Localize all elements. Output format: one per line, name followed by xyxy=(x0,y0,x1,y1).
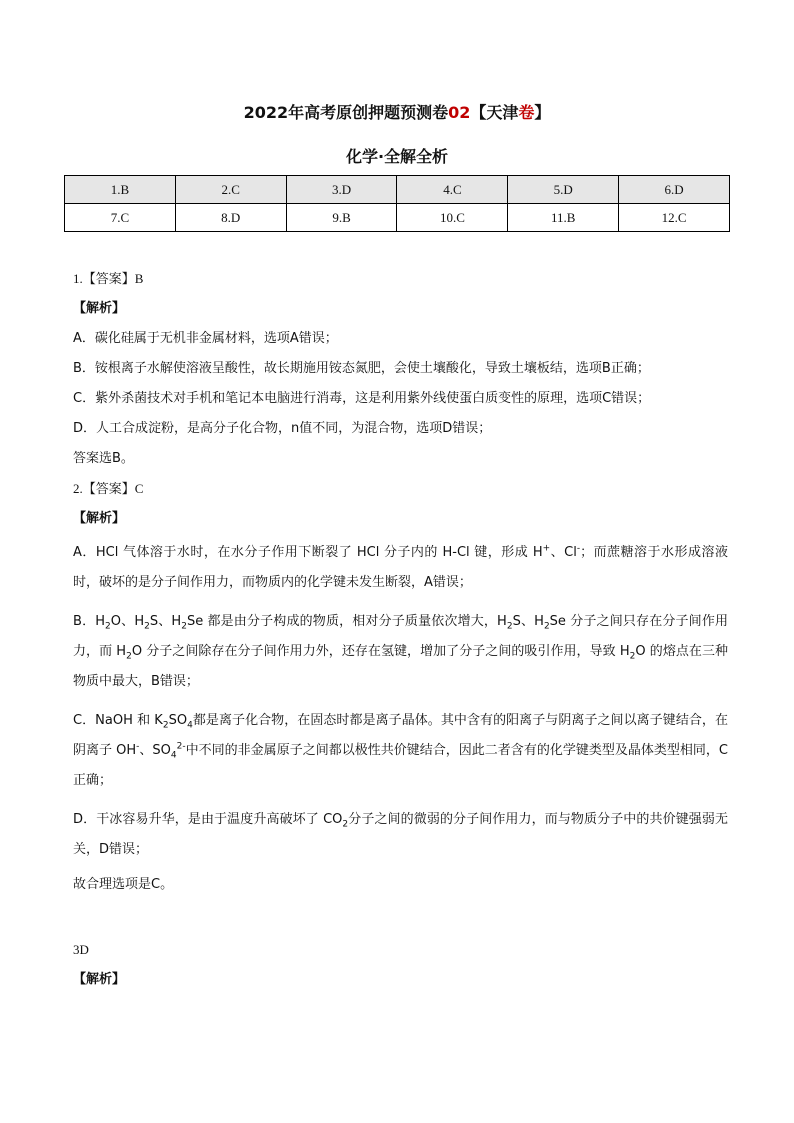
table-row xyxy=(65,176,730,204)
q1-option-a: A．碳化硅属于无机非金属材料，选项A错误； xyxy=(73,331,338,346)
table-cell: 9.B xyxy=(286,204,397,232)
q3-answer-heading: 3D xyxy=(73,942,89,957)
table-cell: 12.C xyxy=(619,204,730,232)
title-juan: 卷 xyxy=(518,103,535,122)
q3-analysis-heading: 【解析】 xyxy=(73,972,126,987)
title-number: 02 xyxy=(448,103,471,122)
table-cell: 11.B xyxy=(508,204,619,232)
table-cell: 10.C xyxy=(397,204,508,232)
title-region-open: 【天津 xyxy=(470,103,519,122)
q1-option-b: B．铵根离子水解使溶液呈酸性，故长期施用铵态氮肥，会使土壤酸化，导致土壤板结，选项B正确； xyxy=(73,361,650,376)
table-cell: 3.D xyxy=(286,176,397,204)
q2-answer-heading: 2.【答案】C xyxy=(73,481,144,496)
table-cell: 7.C xyxy=(65,204,176,232)
title-main-text: 2022年高考原创押题预测卷 xyxy=(243,103,449,122)
answer-key-table xyxy=(64,175,730,232)
q2-analysis-heading: 【解析】 xyxy=(73,511,126,526)
solution-content xyxy=(73,268,728,999)
q1-analysis-heading: 【解析】 xyxy=(73,301,126,316)
table-cell: 4.C xyxy=(397,176,508,204)
q2-option-c: C．NaOH 和 $K_2SO_4$都是离子化合物，在固态时都是离子晶体。其中含有的阳离子与阴离子之间以离子键结合，在阴离子 OH-、$SO_4^{2-}$中不同的非金属原子之间都以极性共价键结合，因此二者含有的化学键类型及晶体类型相同，C正确； xyxy=(73,713,728,788)
q1-option-d: D．人工合成淀粉，是高分子化合物，n值不同，为混合物，选项D错误； xyxy=(73,421,492,436)
title-region-close: 】 xyxy=(534,103,551,122)
q2-option-b: B．$H_2O$、$H_2S$、$H_2Se$ 都是由分子构成的物质，相对分子质量依次增大，$H_2S$、$H_2Se$ 分子之间只存在分子间作用力，而 $H_2O$ 分子之间除存在分子间作用力外，还存在氢键，增加了分子之间的吸引作用，导致 $H_2O$ 的熔点在三种物质中最大，B错误； xyxy=(73,614,729,689)
q2-conclusion: 故合理选项是C。 xyxy=(73,877,174,892)
q1-conclusion: 答案选B。 xyxy=(73,451,134,466)
table-cell: 5.D xyxy=(508,176,619,204)
table-cell: 1.B xyxy=(65,176,176,204)
table-cell: 2.C xyxy=(175,176,286,204)
q1-answer-heading: 1.【答案】B xyxy=(73,271,144,286)
q2-option-d: D．干冰容易升华，是由于温度升高破坏了 $CO_2$分子之间的微弱的分子间作用力，而与物质分子中的共价键强弱无关，D错误； xyxy=(73,812,728,857)
q2-option-a: A．HCl 气体溶于水时，在水分子作用下断裂了 HCl 分子内的 H-Cl 键，形成 H+、Cl-；而蔗糖溶于水形成溶液时，破坏的是分子间作用力，而物质内的化学键未发生断裂，A错误； xyxy=(73,543,728,590)
q1-option-c: C．紫外杀菌技术对手机和笔记本电脑进行消毒，这是利用紫外线使蛋白质变性的原理，选项C错误； xyxy=(73,391,651,406)
table-row xyxy=(65,204,730,232)
page-title xyxy=(0,100,794,123)
page-subtitle: 化学·全解全析 xyxy=(345,147,449,166)
table-cell: 6.D xyxy=(619,176,730,204)
table-cell: 8.D xyxy=(175,204,286,232)
